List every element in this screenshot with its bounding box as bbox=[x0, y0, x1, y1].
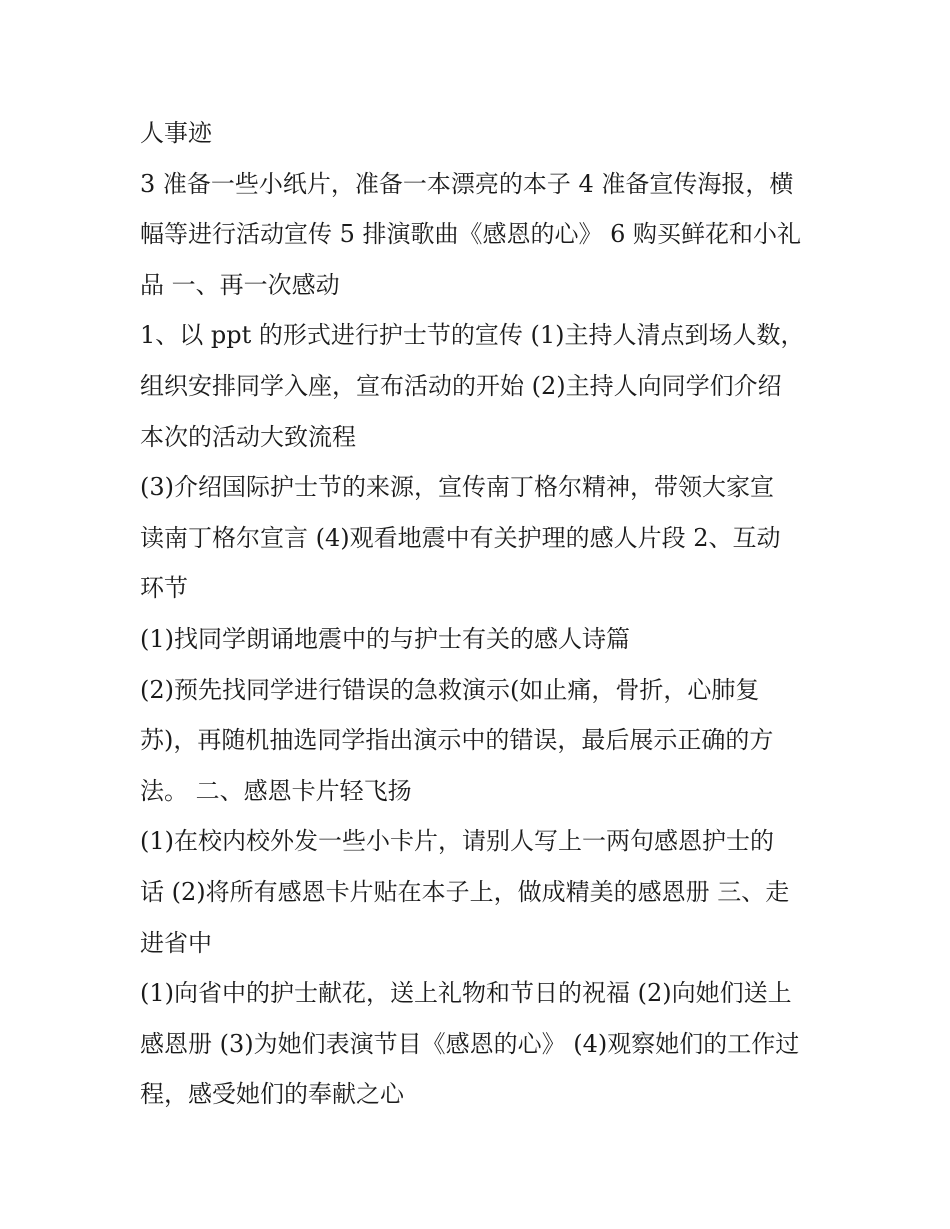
text-line: (1)在校内校外发一些小卡片，请别人写上一两句感恩护士的 bbox=[140, 827, 774, 856]
text-line: 本次的活动大致流程 bbox=[140, 422, 356, 451]
text-line: 法。 二、感恩卡片轻飞扬 bbox=[140, 776, 412, 805]
text-line: (1)向省中的护士献花，送上礼物和节日的祝福 (2)向她们送上 bbox=[140, 979, 792, 1008]
text-line: 感恩册 (3)为她们表演节目《感恩的心》 (4)观察她们的工作过 bbox=[140, 1029, 800, 1058]
text-line: (1)找同学朗诵地震中的与护士有关的感人诗篇 bbox=[140, 624, 630, 653]
text-line: 幅等进行活动宣传 5 排演歌曲《感恩的心》 6 购买鲜花和小礼 bbox=[140, 220, 802, 249]
text-line: 读南丁格尔宣言 (4)观看地震中有关护理的感人片段 2、互动 bbox=[140, 523, 781, 552]
text-line: 品 一、再一次感动 bbox=[140, 270, 340, 299]
document-body bbox=[140, 108, 820, 1120]
text-line: 人事迹 bbox=[140, 119, 212, 147]
text-line: 3 准备一些小纸片，准备一本漂亮的本子 4 准备宣传海报，横 bbox=[140, 169, 794, 198]
text-line: 进省中 bbox=[140, 928, 212, 957]
text-line: 苏)，再随机抽选同学指出演示中的错误，最后展示正确的方 bbox=[140, 726, 774, 755]
text-line: 程，感受她们的奉献之心 bbox=[140, 1080, 404, 1109]
text-line: 组织安排同学入座，宣布活动的开始 (2)主持人向同学们介绍 bbox=[140, 371, 782, 400]
text-line: 1、以 ppt 的形式进行护士节的宣传 (1)主持人清点到场人数， bbox=[140, 321, 805, 350]
text-line: (3)介绍国际护士节的来源，宣传南丁格尔精神，带领大家宣 bbox=[140, 473, 774, 502]
text-line: (2)预先找同学进行错误的急救演示(如止痛，骨折，心肺复 bbox=[140, 675, 760, 704]
text-line: 话 (2)将所有感恩卡片贴在本子上，做成精美的感恩册 三、走 bbox=[140, 877, 790, 906]
text-line: 环节 bbox=[140, 574, 188, 603]
